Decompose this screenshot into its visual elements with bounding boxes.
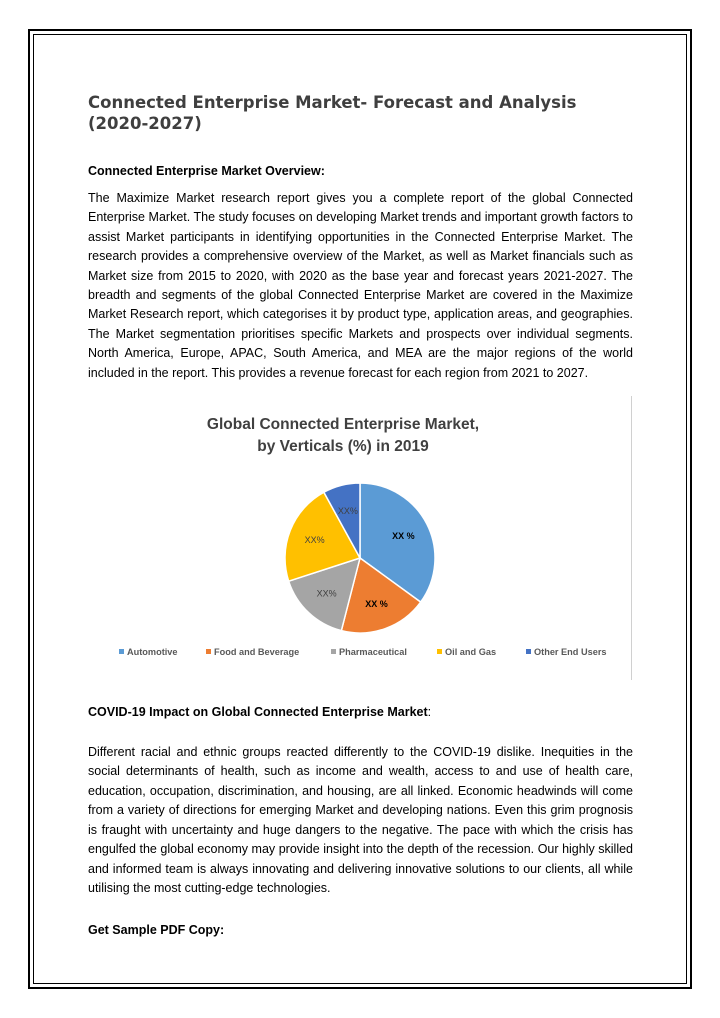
document-title: [88, 92, 633, 134]
covid-heading-colon: :: [427, 705, 432, 720]
legend-swatch-other-end-users: [526, 649, 531, 654]
pie-chart-figure: [88, 396, 633, 685]
slice-label-automotive: XX %: [392, 530, 415, 541]
overview-heading: Connected Enterprise Market Overview:: [88, 164, 325, 178]
overview-paragraph: The Maximize Market research report gives you a complete report of the global Connected Enterprise Market. The study focuses on developing Market trends and important growth factors to assist Market participants in identifying opportunities in the Connected Enterprise Market. The research provides a comprehensive overview of the Market, as well as Market financials such as Market size from 2015 to 2020, with 2020 as the base year and forecast years 2021-2027. The breadth and segments of the global Connected Enterprise Market are covered in the Maximize Market Research report, which categorises it by product type, application areas, and geographies. The Market segmentation prioritises specific Markets and prospects over individual segments. North America, Europe, APAC, South America, and MEA are the major regions of the world included in the report. This provides a revenue forecast for each region from 2021 to 2027.: [88, 191, 633, 380]
slice-label-other-end-users: XX%: [337, 505, 358, 516]
legend-label-pharmaceutical: Pharmaceutical: [339, 647, 407, 658]
legend-label-other-end-users: Other End Users: [534, 647, 607, 658]
slice-label-food-and-beverage: XX %: [365, 598, 388, 609]
chart-title-line-2: by Verticals (%) in 2019: [257, 438, 429, 456]
legend-label-oil-and-gas: Oil and Gas: [445, 647, 497, 658]
legend-swatch-food-and-beverage: [206, 649, 211, 654]
document-body: [88, 92, 633, 939]
sample-pdf-heading: Get Sample PDF Copy:: [88, 923, 225, 938]
slice-label-oil-and-gas: XX%: [304, 535, 325, 546]
title-line-2: (2020-2027): [88, 114, 202, 133]
chart-title-line-1: Global Connected Enterprise Market,: [206, 416, 480, 434]
covid-heading: [88, 703, 633, 721]
legend-swatch-automotive: [119, 649, 124, 654]
title-line-1: Connected Enterprise Market- Forecast and Analysis: [88, 93, 577, 112]
pie-chart: [88, 396, 633, 685]
legend-swatch-pharmaceutical: [331, 649, 336, 654]
chart-border-line: [631, 396, 632, 680]
covid-heading-text: COVID-19 Impact on Global Connected Enterprise Market: [88, 705, 428, 720]
legend-swatch-oil-and-gas: [437, 649, 442, 654]
legend-label-food-and-beverage: Food and Beverage: [214, 647, 300, 658]
slice-label-pharmaceutical: XX%: [316, 588, 337, 599]
covid-paragraph: Different racial and ethnic groups reacted differently to the COVID-19 dislike. Inequities in the social determinants of health, such as income and wealth, access to and use of health care, education, occupation, discrimination, and housing, are all linked. Economic headwinds will come from a variety of directions for emerging Market and developing nations. Even this grim prognosis is fraught with uncertainty and huge dangers to the negative. The pace with which the crisis has engulfed the global economy may provide insight into the depth of the recession. Our highly skilled and informed team is always innovating and delivering innovative solutions to our clients, all while utilising the most cutting-edge technologies.: [88, 745, 633, 895]
legend-label-automotive: Automotive: [127, 647, 178, 658]
